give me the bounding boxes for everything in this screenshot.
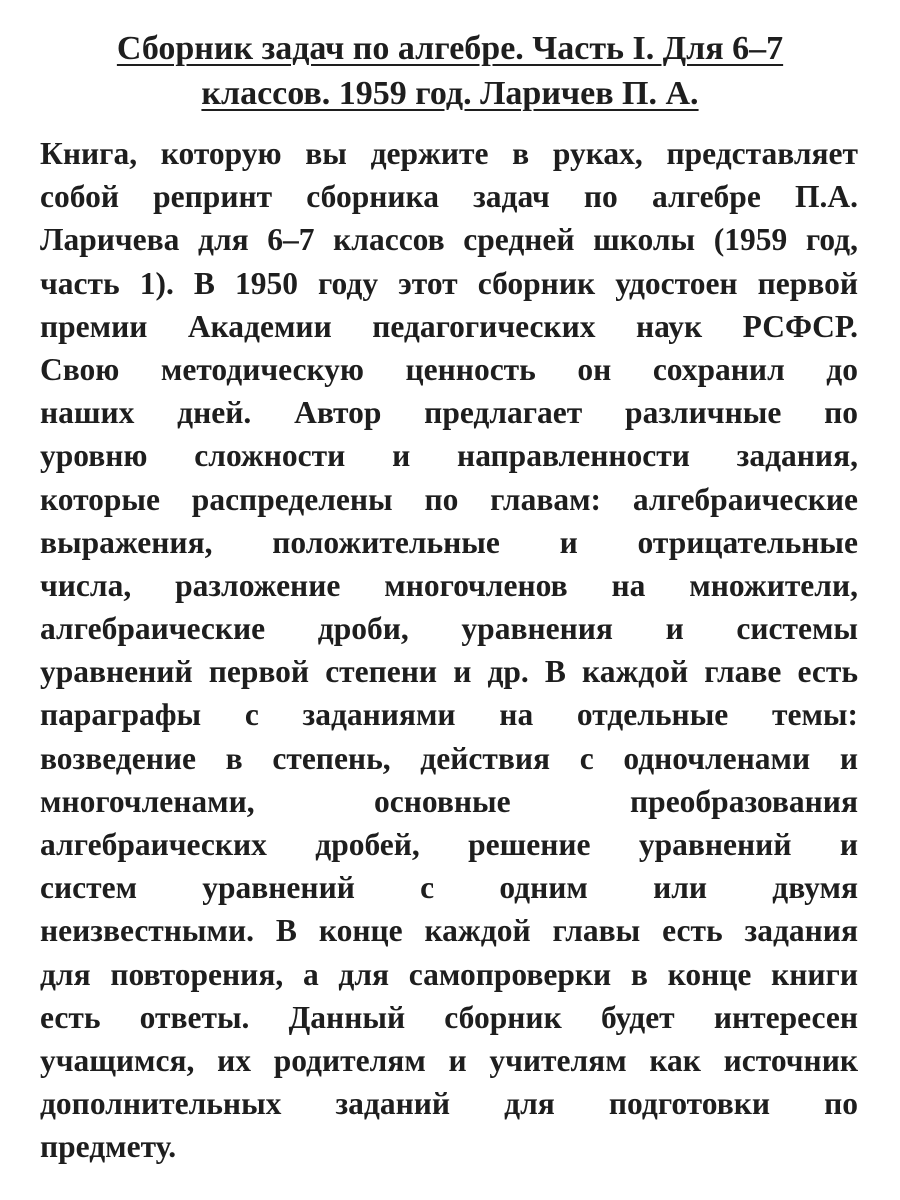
paragraph-line: выражения, положительные и отрицательные — [40, 524, 858, 560]
paragraph-line: которые распределены по главам: алгебраические — [40, 481, 858, 517]
paragraph-line: уравнений первой степени и др. В каждой главе есть — [40, 654, 858, 690]
paragraph-line: параграфы с заданиями на отдельные темы: — [40, 697, 858, 733]
paragraph-line: алгебраические дроби, уравнения и системы — [40, 611, 858, 647]
paragraph-line: предмету. — [40, 1129, 177, 1165]
title-line-2: классов. 1959 год. Ларичев П. А. — [201, 75, 699, 112]
paragraph-line: числа, разложение многочленов на множители, — [40, 567, 858, 603]
paragraph-line: премии Академии педагогических наук РСФСР. — [40, 308, 858, 344]
paragraph-line: Книга, которую вы держите в руках, представляет — [40, 136, 858, 171]
title-line-1: Сборник задач по алгебре. Часть I. Для 6–7 — [116, 30, 784, 67]
paragraph-line: собой репринт сборника задач по алгебре П.А. — [40, 179, 858, 215]
paragraph-line: уровню сложности и направленности задания, — [40, 438, 858, 474]
paragraph-line: дополнительных заданий для подготовки по — [40, 1086, 858, 1122]
paragraph-line: Ларичева для 6–7 классов средней школы (1959 год, — [40, 222, 858, 258]
paragraph-line: алгебраических дробей, решение уравнений и — [40, 827, 858, 862]
document-title — [30, 26, 870, 116]
paragraph-line: есть ответы. Данный сборник будет интересен — [40, 999, 858, 1035]
paragraph-line: многочленами, основные преобразования — [40, 783, 858, 819]
paragraph-line: Свою методическую ценность он сохранил до — [40, 351, 858, 387]
paragraph-line: для повторения, а для самопроверки в конце книги — [40, 956, 858, 992]
paragraph-line: наших дней. Автор предлагает различные по — [40, 395, 858, 431]
paragraph-line: возведение в степень, действия с одночленами и — [40, 740, 858, 776]
paragraph-line: учащимся, их родителям и учителям как источник — [40, 1042, 858, 1078]
paragraph-line: неизвестными. В конце каждой главы есть задания — [40, 913, 858, 949]
paragraph-line: часть 1). В 1950 году этот сборник удостоен первой — [40, 265, 858, 301]
description-paragraph — [40, 132, 858, 1169]
paragraph-line: систем уравнений с одним или двумя — [40, 870, 858, 906]
